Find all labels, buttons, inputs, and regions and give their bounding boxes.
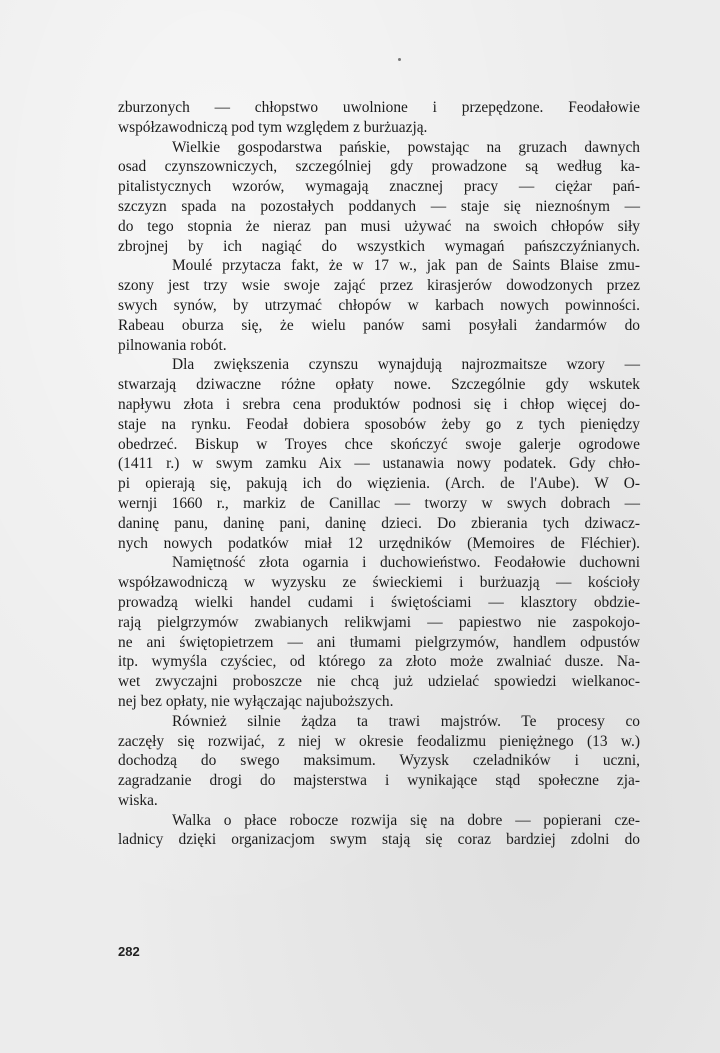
text-line: daninę panu, daninę pani, daninę dzieci. Do zbierania tych dziwacz- (118, 514, 640, 532)
paragraph-2 (118, 138, 640, 257)
text-line: prowadzą wielki handel cudami i świętościami — klasztory obdzie- (118, 593, 640, 611)
text-line: ladnicy dzięki organizacjom swym stają się coraz bardziej zdolni do (118, 831, 640, 849)
text-line: staje na rynku. Feodał dobiera sposobów żeby go z tych pieniędzy (118, 415, 640, 433)
text-line: stwarzają dziwaczne różne opłaty nowe. Szczególnie gdy wskutek (118, 376, 640, 394)
text-line: rają pielgrzymów zwabianych relikwjami — papiestwo nie zaspokojo- (118, 613, 640, 631)
text-line: nych nowych podatków miał 12 urzędników (Memoires de Fléchier). (118, 534, 640, 552)
text-line: dochodzą do swego maksimum. Wyzysk czeladników i uczni, (118, 752, 640, 770)
text-line: współzawodniczą pod tym względem z burżuazją. (118, 118, 428, 136)
text-line: (1411 r.) w swym zamku Aix — ustanawia nowy podatek. Gdy chło- (118, 455, 640, 473)
text-line: szony jest trzy wsie swoje zająć przez kirasjerów dowodzonych przez (118, 277, 640, 295)
text-line: wiska. (118, 791, 158, 809)
paragraph-4 (118, 355, 640, 553)
paragraph-1 (118, 98, 640, 138)
paragraph-6 (118, 712, 640, 811)
text-line: wet zwyczajni proboszcze nie chcą już udzielać spowiedzi wielkanoc- (118, 673, 640, 691)
text-line: Wielkie gospodarstwa pańskie, powstając na gruzach dawnych (172, 138, 640, 156)
text-line: Dla zwiększenia czynszu wynajdują najrozmaitsze wzory — (172, 356, 640, 374)
text-line: Moulé przytacza fakt, że w 17 w., jak pan de Saints Blaise zmu- (172, 257, 640, 275)
text-line: pitalistycznych wzorów, wymagają znacznej pracy — ciężar pań- (118, 178, 640, 196)
paragraph-7 (118, 811, 640, 851)
paragraph-5 (118, 553, 640, 711)
text-line: Również silnie żądza ta trawi majstrów. Te procesy co (172, 712, 640, 730)
text-line: obedrzeć. Biskup w Troyes chce skończyć swoje galerje ogrodowe (118, 435, 640, 453)
text-line: Namiętność złota ogarnia i duchowieństwo. Feodałowie duchowni (172, 554, 640, 572)
page-number: 282 (118, 944, 140, 959)
text-line: do tego stopnia że nieraz pan musi używać na swoich chłopów siły (118, 217, 640, 235)
text-line: zburzonych — chłopstwo uwolnione i przepędzone. Feodałowie (118, 99, 640, 116)
text-line: swych synów, by utrzymać chłopów w karbach nowych powinności. (118, 296, 640, 314)
text-line: osad czynszowniczych, szczególniej gdy prowadzone są według ka- (118, 158, 640, 176)
text-line: pi opierają się, pakują ich do więzienia. (Arch. de l'Aube). W O- (118, 475, 640, 493)
text-line: ne ani świętopietrzem — ani tłumami pielgrzymów, handlem odpustów (118, 633, 640, 651)
text-line: szczyzn spada na pozostałych poddanych — staje się nieznośnym — (118, 197, 640, 215)
paragraph-3 (118, 256, 640, 355)
text-line: itp. wymyśla czyściec, od którego za złoto może zwalniać dusze. Na- (118, 653, 640, 671)
text-line: Walka o płace robocze rozwija się na dobre — popierani cze- (172, 811, 640, 829)
text-line: zbrojnej by ich nagiąć do wszystkich wymagań pańszczyźnianych. (118, 237, 640, 255)
page-body-text (118, 98, 640, 850)
text-line: współzawodniczą w wyzysku ze świeckiemi i burżuazją — kościoły (118, 574, 640, 592)
text-line: pilnowania robót. (118, 336, 227, 354)
text-line: zaczęły się rozwijać, z niej w okresie feodalizmu pieniężnego (13 w.) (118, 732, 640, 750)
text-line: Rabeau oburza się, że wielu panów sami posyłali żandarmów do (118, 316, 640, 334)
text-line: zagradzanie drogi do majsterstwa i wynikające stąd społeczne zja- (118, 772, 640, 790)
print-speck (398, 58, 401, 61)
text-line: wernji 1660 r., markiz de Canillac — tworzy w swych dobrach — (118, 494, 640, 512)
text-line: nej bez opłaty, nie wyłączając najuboższych. (118, 692, 394, 710)
text-line: napływu złota i srebra cena produktów podnosi się i chłop więcej do- (118, 395, 640, 413)
